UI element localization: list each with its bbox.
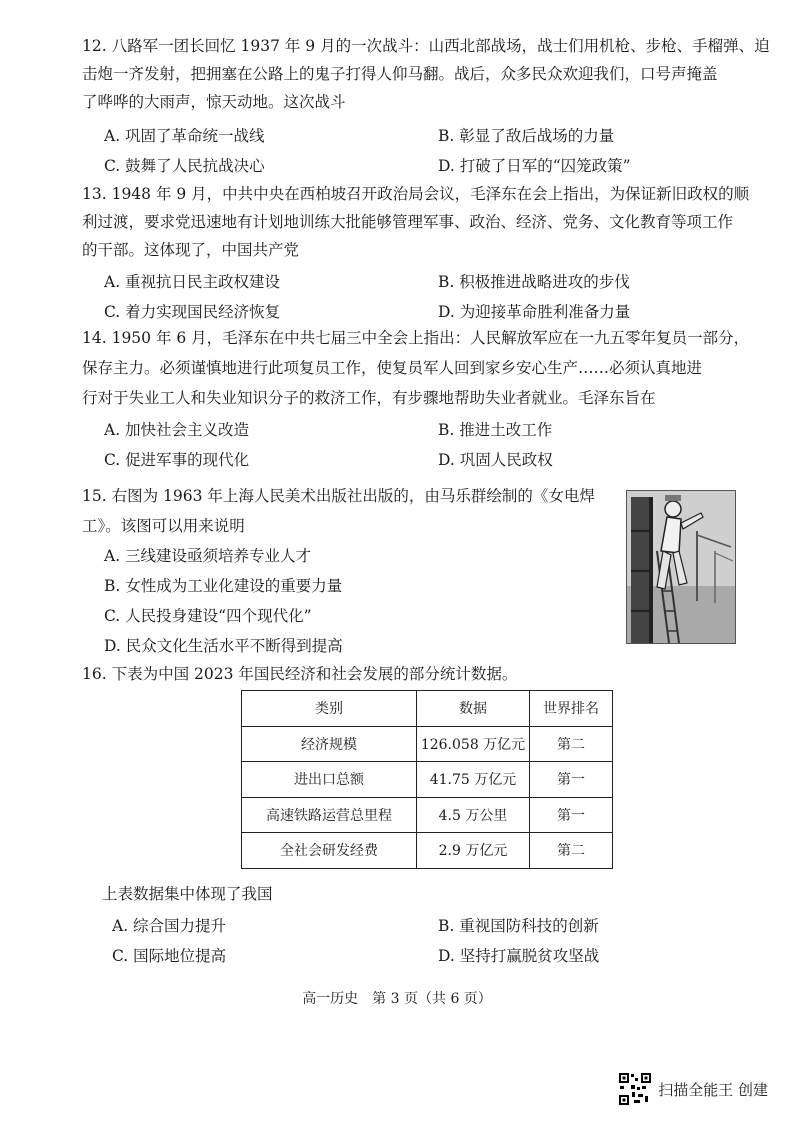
question-12-line-2: 击炮一齐发射，把拥塞在公路上的鬼子打得人仰马翻。战后，众多民众欢迎我们，口号声掩盖 [82, 65, 718, 83]
table-cell: 41.75 万亿元 [417, 762, 530, 798]
table-cell: 进出口总额 [242, 762, 417, 798]
question-12-option-c[interactable]: C. 鼓舞了人民抗战决心 [104, 157, 265, 175]
question-12-option-a[interactable]: A. 巩固了革命统一战线 [104, 127, 265, 145]
question-13-line-1: 13. 1948 年 9 月，中共中央在西柏坡召开政治局会议，毛泽东在会上指出，为保证新旧政权的顺 [82, 185, 750, 203]
table-cell: 高速铁路运营总里程 [242, 797, 417, 833]
table-cell: 第二 [530, 833, 613, 869]
question-15-line-1: 15. 右图为 1963 年上海人民美术出版社出版的，由马乐群绘制的《女电焊 [82, 487, 595, 505]
question-15-option-b[interactable]: B. 女性成为工业化建设的重要力量 [104, 577, 343, 595]
question-14-line-3: 行对于失业工人和失业知识分子的救济工作，有步骤地帮助失业者就业。毛泽东旨在 [82, 389, 656, 407]
question-15-line-2: 工》。该图可以用来说明 [82, 517, 245, 535]
question-14-option-b[interactable]: B. 推进土改工作 [438, 421, 553, 439]
table-header-rank: 世界排名 [530, 691, 613, 727]
table-cell: 2.9 万亿元 [417, 833, 530, 869]
question-16-option-a[interactable]: A. 综合国力提升 [112, 917, 227, 935]
table-header-category: 类别 [242, 691, 417, 727]
question-16-option-d[interactable]: D. 坚持打赢脱贫攻坚战 [438, 947, 600, 965]
table-cell: 经济规模 [242, 726, 417, 762]
question-13-option-d[interactable]: D. 为迎接革命胜利准备力量 [438, 303, 631, 321]
question-15-option-d[interactable]: D. 民众文化生活水平不断得到提高 [104, 637, 343, 655]
question-12-option-d[interactable]: D. 打破了日军的“囚笼政策” [438, 157, 631, 175]
watermark-text: 扫描全能王 创建 [658, 1080, 768, 1099]
table-row [242, 762, 613, 798]
qr-code-icon [618, 1072, 652, 1106]
scanner-watermark [618, 1071, 768, 1107]
question-13-option-a[interactable]: A. 重视抗日民主政权建设 [104, 273, 281, 291]
table-row [242, 833, 613, 869]
question-15-option-c[interactable]: C. 人民投身建设“四个现代化” [104, 607, 312, 625]
question-13-line-3: 的干部。这体现了，中国共产党 [82, 241, 300, 259]
table-cell: 第一 [530, 797, 613, 833]
question-12-line-3: 了哗哗的大雨声，惊天动地。这次战斗 [82, 93, 346, 111]
table-cell: 全社会研发经费 [242, 833, 417, 869]
table-cell: 126.058 万亿元 [417, 726, 530, 762]
question-16-line-1: 16. 下表为中国 2023 年国民经济和社会发展的部分统计数据。 [82, 665, 518, 683]
page-footer: 高一历史 第 3 页（共 6 页） [302, 991, 492, 1007]
table-cell: 4.5 万公里 [417, 797, 530, 833]
statistics-table [241, 690, 613, 869]
woman-welder-illustration [626, 490, 736, 644]
question-13-line-2: 利过渡，要求党迅速地有计划地训练大批能够管理军事、政治、经济、党务、文化教育等项工作 [82, 213, 734, 231]
question-15-option-a[interactable]: A. 三线建设亟须培养专业人才 [104, 547, 312, 565]
question-12-line-1: 12. 八路军一团长回忆 1937 年 9 月的一次战斗：山西北部战场，战士们用机枪、步枪、手榴弹、迫 [82, 37, 770, 55]
table-header-data: 数据 [417, 691, 530, 727]
question-14-option-d[interactable]: D. 巩固人民政权 [438, 451, 553, 469]
table-row [242, 797, 613, 833]
question-14-option-c[interactable]: C. 促进军事的现代化 [104, 451, 250, 469]
question-16-option-c[interactable]: C. 国际地位提高 [112, 947, 227, 965]
table-cell: 第二 [530, 726, 613, 762]
question-16-option-b[interactable]: B. 重视国防科技的创新 [438, 917, 599, 935]
question-14-line-2: 保存主力。必须谨慎地进行此项复员工作，使复员军人回到家乡安心生产……必须认真地进 [82, 359, 703, 377]
table-row [242, 726, 613, 762]
question-12-option-b[interactable]: B. 彰显了敌后战场的力量 [438, 127, 615, 145]
question-14-option-a[interactable]: A. 加快社会主义改造 [104, 421, 250, 439]
question-16-stem: 上表数据集中体现了我国 [102, 885, 273, 903]
table-cell: 第一 [530, 762, 613, 798]
question-13-option-c[interactable]: C. 着力实现国民经济恢复 [104, 303, 281, 321]
question-14-line-1: 14. 1950 年 6 月，毛泽东在中共七届三中全会上指出：人民解放军应在一九五零年复员一部分， [82, 329, 750, 347]
table-header-row [242, 691, 613, 727]
question-13-option-b[interactable]: B. 积极推进战略进攻的步伐 [438, 273, 630, 291]
